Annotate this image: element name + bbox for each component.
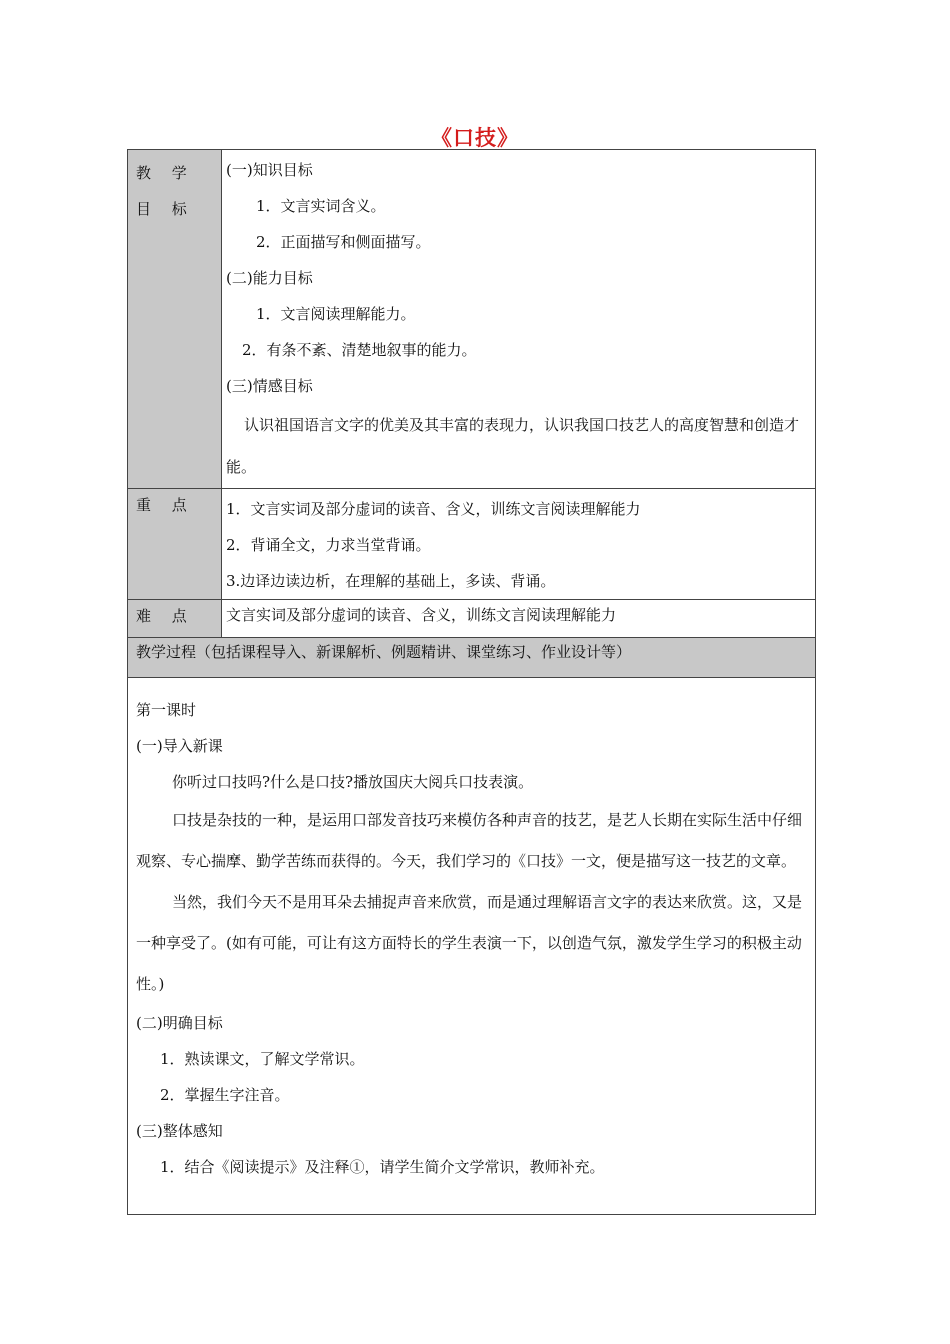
goal-item: 1．熟读课文，了解文学常识。 [160,1050,365,1068]
key-point-item: 3.边译边读边析，在理解的基础上，多读、背诵。 [226,572,556,590]
objective-paragraph: 认识祖国语言文字的优美及其丰富的表现力，认识我国口技艺人的高度智慧和创造才能。 [226,416,800,476]
difficulties-content-cell [222,600,816,638]
lesson-plan-table [127,149,816,1215]
goal-item: 2．掌握生字注音。 [160,1086,290,1104]
difficulties-row [128,600,816,638]
section-heading: (三)整体感知 [136,1122,223,1140]
section-heading: (二)明确目标 [136,1014,223,1032]
objectives-row [128,150,816,489]
key-points-label-cell [128,489,222,600]
objective-item: 2．有条不紊、清楚地叙事的能力。 [242,341,477,359]
process-body-row [128,678,816,1215]
objective-heading: (三)情感目标 [226,377,313,395]
objectives-content-cell [222,150,816,489]
key-point-item: 1．文言实词及部分虚词的读音、含义，训练文言阅读理解能力 [226,500,641,518]
objective-item: 1．文言阅读理解能力。 [256,305,416,323]
process-header-cell: 教学过程（包括课程导入、新课解析、例题精讲、课堂练习、作业设计等） [128,638,816,678]
lesson-label: 第一课时 [136,701,197,719]
section-heading: (一)导入新课 [136,737,223,755]
key-points-row [128,489,816,600]
key-point-item: 2．背诵全文，力求当堂背诵。 [226,536,431,554]
process-header-row [128,638,816,678]
intro-paragraph: 当然，我们今天不是用耳朵去捕捉声音来欣赏，而是通过理解语言文字的表达来欣赏。这，又是一种享受了。(如有可能，可让有这方面特长的学生表演一下，以创造气氛，激发学生学习的积极主动性。) [136,893,803,993]
objective-heading: (二)能力目标 [226,269,313,287]
objective-heading: (一)知识目标 [226,161,313,179]
objective-item: 2．正面描写和侧面描写。 [256,233,431,251]
key-points-label: 重 点 [136,496,195,514]
objectives-label-line-1: 教 学 [136,164,195,182]
intro-paragraph: 口技是杂技的一种，是运用口部发音技巧来模仿各种声音的技艺，是艺人长期在实际生活中仔细观察、专心揣摩、勤学苦练而获得的。今天，我们学习的《口技》一文，便是描写这一技艺的文章。 [136,811,803,870]
process-body-cell [128,678,816,1215]
objectives-label-cell [128,150,222,489]
document-title: 《口技》 [431,126,519,150]
difficulties-label-cell [128,600,222,638]
objectives-label-line-2: 目 标 [136,200,195,218]
difficulties-text: 文言实词及部分虚词的读音、含义，训练文言阅读理解能力 [226,606,617,624]
intro-paragraph: 你听过口技吗?什么是口技?播放国庆大阅兵口技表演。 [172,773,534,791]
overview-item: 1．结合《阅读提示》及注释①，请学生简介文学常识，教师补充。 [160,1158,605,1176]
key-points-content-cell [222,489,816,600]
objective-item: 1．文言实词含义。 [256,197,386,215]
difficulties-label: 难 点 [136,607,195,625]
